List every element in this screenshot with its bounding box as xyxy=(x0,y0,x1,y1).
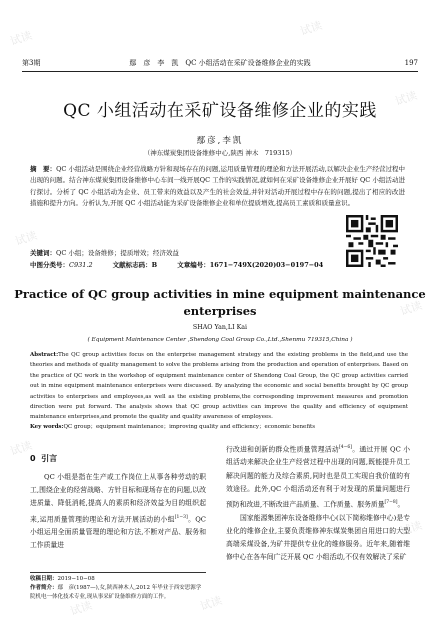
page-number: 197 xyxy=(404,59,418,67)
watermark: 试读 xyxy=(8,438,34,459)
running-title: 鄢 彦 李 凯 QC 小组活动在采矿设备维修企业的实践 xyxy=(129,59,311,67)
abstract-en-label: Abstract: xyxy=(30,352,59,358)
body-paragraph: 行改进和创新的群众性质量管理活动[4−6]。通过开展 QC 小组活动来解决企业生产经营过程中出现的问题,既能提升员工解决问题的能力及综合素质,同时也是员工实现自我价值的有效途径。此外,QC 小组活动还有利于对发现的质量问题进行预防和改进,不断改进产品质量、工作质量、服务质量[7−8]。 xyxy=(226,445,411,509)
watermark: 试读 xyxy=(68,598,94,619)
keywords-cn-text: QC 小组；设备维修；提质增效；经济效益 xyxy=(56,249,179,257)
author-bio: 作者简介：鄢 彦(1987—),女,陕西神木人,2012 年毕业于西安思源学院机电一体化技术专业,现从事采矿设备维修方面的工作。 xyxy=(30,585,202,600)
article-title-cn: QC 小组活动在采矿设备维修企业的实践 xyxy=(63,101,377,121)
header-rule xyxy=(22,71,418,72)
article-id-label: 文章编号： xyxy=(177,261,210,269)
running-header xyxy=(22,56,418,70)
watermark: 试读 xyxy=(298,18,324,39)
keywords-cn xyxy=(30,248,179,257)
clc-label: 中图分类号： xyxy=(30,261,69,269)
section-number: 0 xyxy=(30,454,36,463)
citation: [4−6] xyxy=(339,445,353,450)
citation: [1−3] xyxy=(174,514,188,520)
keywords-en xyxy=(30,422,408,430)
doc-code-value: B xyxy=(151,261,158,269)
body-paragraph: 国家能源集团神东设备维修中心(以下简称维修中心)是专业化的维修企业,主要负责维修神东煤炭集团自用进口的大型高端采煤设备,为矿井提供专业化的维修服务。近年来,随着维修中心在各车间广泛开展 QC 小组活动,不仅有效解决了采矿 xyxy=(226,513,410,562)
doc-code-label: 文献标志码： xyxy=(112,261,152,269)
affiliation-en: ( Equipment Maintenance Center ,Shendong Coal Group Co.,Ltd.,Shenmu 719315,China ) xyxy=(87,337,353,343)
body-right-column xyxy=(226,441,410,564)
clc-value: C931.2 xyxy=(69,261,93,269)
section-title: 引言 xyxy=(41,454,58,463)
watermark: 试读 xyxy=(398,298,424,319)
classification-line xyxy=(30,260,410,269)
watermark: 试读 xyxy=(8,28,34,49)
article-title-en: Practice of QC group activities in mine equipment maintenance enterprises xyxy=(14,287,426,318)
keywords-en-label: Key words: xyxy=(30,424,64,430)
abstract-cn-text: QC 小组活动是围绕企业经营战略方针和现场存在的问题,运用质量管理的理论和方法开展活动,以解决企业生产经营过程中出现的问题。结合神东煤炭集团设备维修中心车间一线开展QC 工作的实践情况,就如何在采矿设备维修企业开展好 QC 小组活动进行探讨。分析了 QC 小组活动为企业、员工带来的效益以及产生的社会效益,并针对活动开展过程中存在的问题,提出了相应的改进措施和提升方向。分析认为,开展 QC 小组活动能为采矿设备维修企业和单位提质增效,提高员工素质和质量意识。 xyxy=(30,165,405,208)
abstract-cn xyxy=(30,164,405,210)
issue-number: 第3期 xyxy=(22,59,41,67)
keywords-cn-label: 关键词： xyxy=(30,249,56,257)
body-left-column xyxy=(30,452,206,552)
watermark: 试读 xyxy=(198,593,224,614)
author-en: SHAO Yan,LI Kai xyxy=(192,324,248,331)
author-cn: 鄢彦,李凯 xyxy=(196,136,244,146)
abstract-en xyxy=(30,350,408,423)
watermark: 试读 xyxy=(398,518,424,539)
section-heading xyxy=(30,452,206,466)
footnote xyxy=(30,572,206,602)
citation: [7−8] xyxy=(384,500,398,506)
body-paragraph: QC 小组是指在生产或工作岗位上从事各种劳动的职工,围绕企业的经营战略、方针目标和现场存在的问题,以改进质量、降低消耗,提高人的素质和经济效益为目的组织起来,运用质量管理的理论和方法开展活动的小组[1−3]。QC 小组运用全面质量管理的理论和方法,不断对产品、服务和工作质量进 xyxy=(30,473,206,550)
keywords-en-text: QC group；equipment maintenance；improving quality and efficiency；economic benefits xyxy=(63,424,316,430)
received-date: 收稿日期：2019−10−08 xyxy=(30,576,95,582)
abstract-cn-label: 摘 要： xyxy=(30,165,57,173)
watermark: 试读 xyxy=(13,228,39,249)
article-id-value: 1671−749X(2020)03−0197−04 xyxy=(209,261,324,269)
watermark: 试读 xyxy=(393,88,419,109)
affiliation-cn: （神东煤炭集团设备维修中心,陕西 神木 719315） xyxy=(143,149,297,157)
abstract-en-text: The QC group activities focus on the enterprise management strategy and the existing problems in the field,and use the theories and methods of quality management to solve the problems arising from the production and operation of enterprises. Based on the practice of QC work in the workshop of equipment maintenance center of Shendong Coal Group, the QC group activities carried out in mine equipment maintenance enterprises were discussed. By analyzing the economic and social benefits brought by QC group activities to enterprises and employees,as well as the existing problems,the corresponding improvement measures and promotion direction were put forward. The analysis shows that QC group activities can improve the quality and efficiency of equipment maintenance enterprises,and promote the quality and quality awareness of employees. xyxy=(30,352,408,421)
